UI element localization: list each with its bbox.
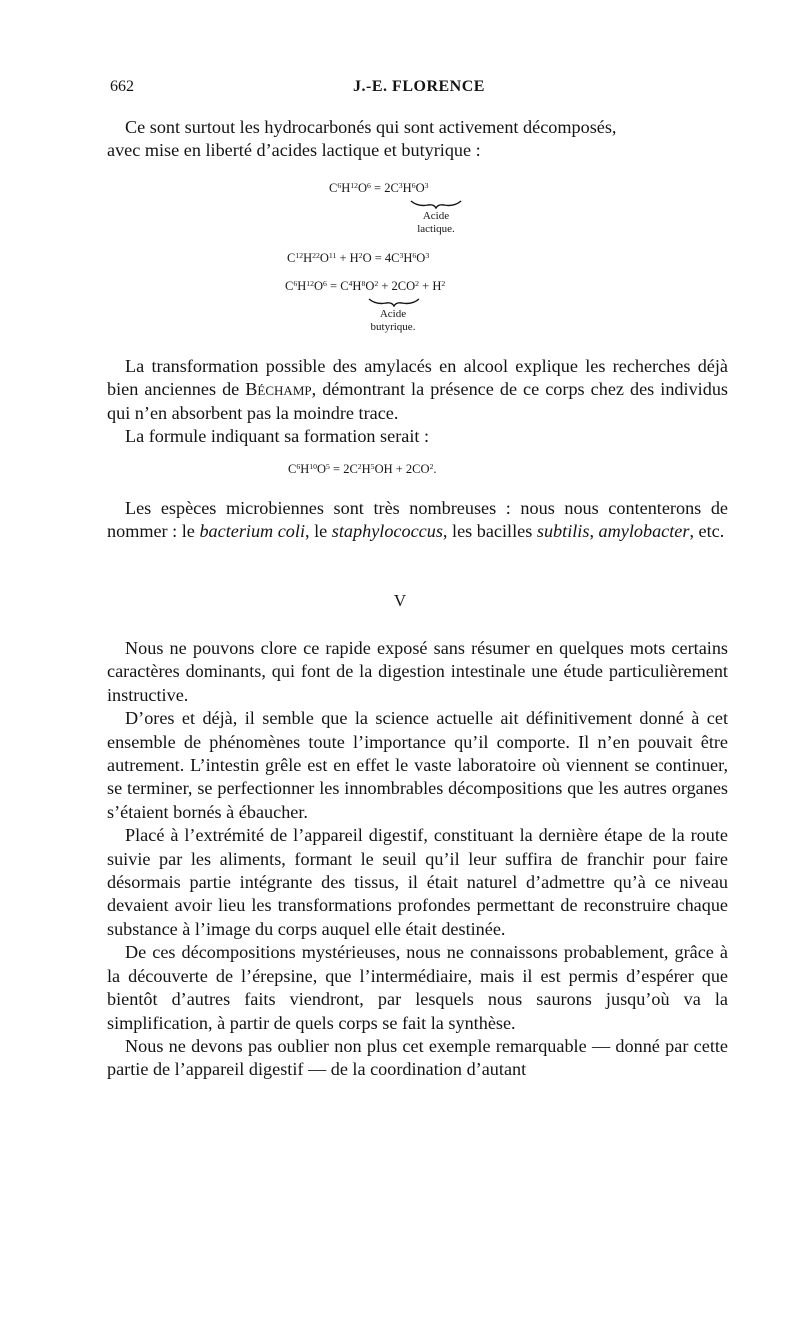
paragraph: D’ores et déjà, il semble que la science actuelle ait définitivement donné à cet ensemble de phénomènes toute l’importance qu’il comporte. Il n’en pouvait être autrement. L’intestin grêle est en effet le vaste laboratoire où viennent se continuer, se terminer, se perfectionner les innombrables décompositions que les autres organes s’étaient bornés à ébaucher. <box>107 708 728 822</box>
page-number: 662 <box>110 78 134 95</box>
paragraph: Nous ne pouvons clore ce rapide exposé sans résumer en quelques mots certains caractères dominants, qui font de la digestion intestinale une étude particulièrement instructive. <box>107 638 728 705</box>
underbrace-butyric <box>368 297 420 307</box>
formula-maltose-hydrolysis: $C^{12}H^{22}O^{11} + H^2O = 4C^3H^6O^3$ <box>287 250 430 265</box>
note-butyric-acid: Acide butyrique. <box>370 308 416 333</box>
paragraph-bechamp: La transformation possible des amylacés en alcool explique les recherches déjà bien anciennes de Béchamp, démontrant la présence de ce corps chez des individus qui n’en absorbent pas la moindre trace. La formule indiquant sa formation serait : <box>107 355 728 449</box>
paragraph: Placé à l’extrémité de l’appareil digestif, constituant la dernière étape de la route suivie par les aliments, formant le seuil qu’il leur suffira de franchir pour faire désormais partie intégrante des tissus, il était naturel d’admettre qu’à ce niveau devaient avoir lieu les transformations profondes permettant de reconstruire chaque substance à l’image du corps auquel elle était destinée. <box>107 825 728 939</box>
formula-butyric-fermentation: $C^6H^{12}O^6 = C^4H^8O^2 + 2CO^2 + H^2$ <box>285 278 446 293</box>
page-header <box>110 78 728 102</box>
formula-alcoholic-fermentation: $C^6H^{10}O^5 = 2C^2H^5OH + 2CO^2$. <box>288 461 437 476</box>
paragraph-line: avec mise en liberté d’acides lactique et butyrique : <box>107 140 481 161</box>
paragraph: De ces décompositions mystérieuses, nous ne connaissons probablement, grâce à la découverte de l’érepsine, que l’intermédiaire, mais il est permis d’espérer que bientôt d’autres faits viendront, par lesquels nous saurons jusqu’où va la simplification, à partir de quels corps se fait la synthèse. <box>107 942 728 1033</box>
paragraph: Nous ne devons pas oublier non plus cet exemple remarquable — donné par cette partie de l’appareil digestif — de la coordination d’autant <box>107 1035 728 1080</box>
underbrace-lactic <box>410 199 462 209</box>
paragraph-microbes: Les espèces microbiennes sont très nombreuses : nous nous contenterons de nommer : le bacterium coli, le staphylococcus, les bacilles subtilis, amylobacter, etc. <box>107 498 728 542</box>
paragraph-formula-intro: La formule indiquant sa formation serait : <box>125 426 430 447</box>
section-v-body <box>107 637 728 1082</box>
paragraph-line: Ce sont surtout les hydrocarbonés qui sont activement décomposés, <box>125 117 617 137</box>
author-name: Béchamp <box>245 379 312 400</box>
paragraph-hydrocarbons <box>107 116 728 163</box>
section-heading-v: V <box>393 591 407 610</box>
formula-glucose-lactic: $C^6H^{12}O^6 = 2C^3H^6O^3$ <box>329 180 429 195</box>
note-lactic-acid: Acide lactique. <box>417 210 455 235</box>
running-head: J.-E. FLORENCE <box>353 78 485 95</box>
